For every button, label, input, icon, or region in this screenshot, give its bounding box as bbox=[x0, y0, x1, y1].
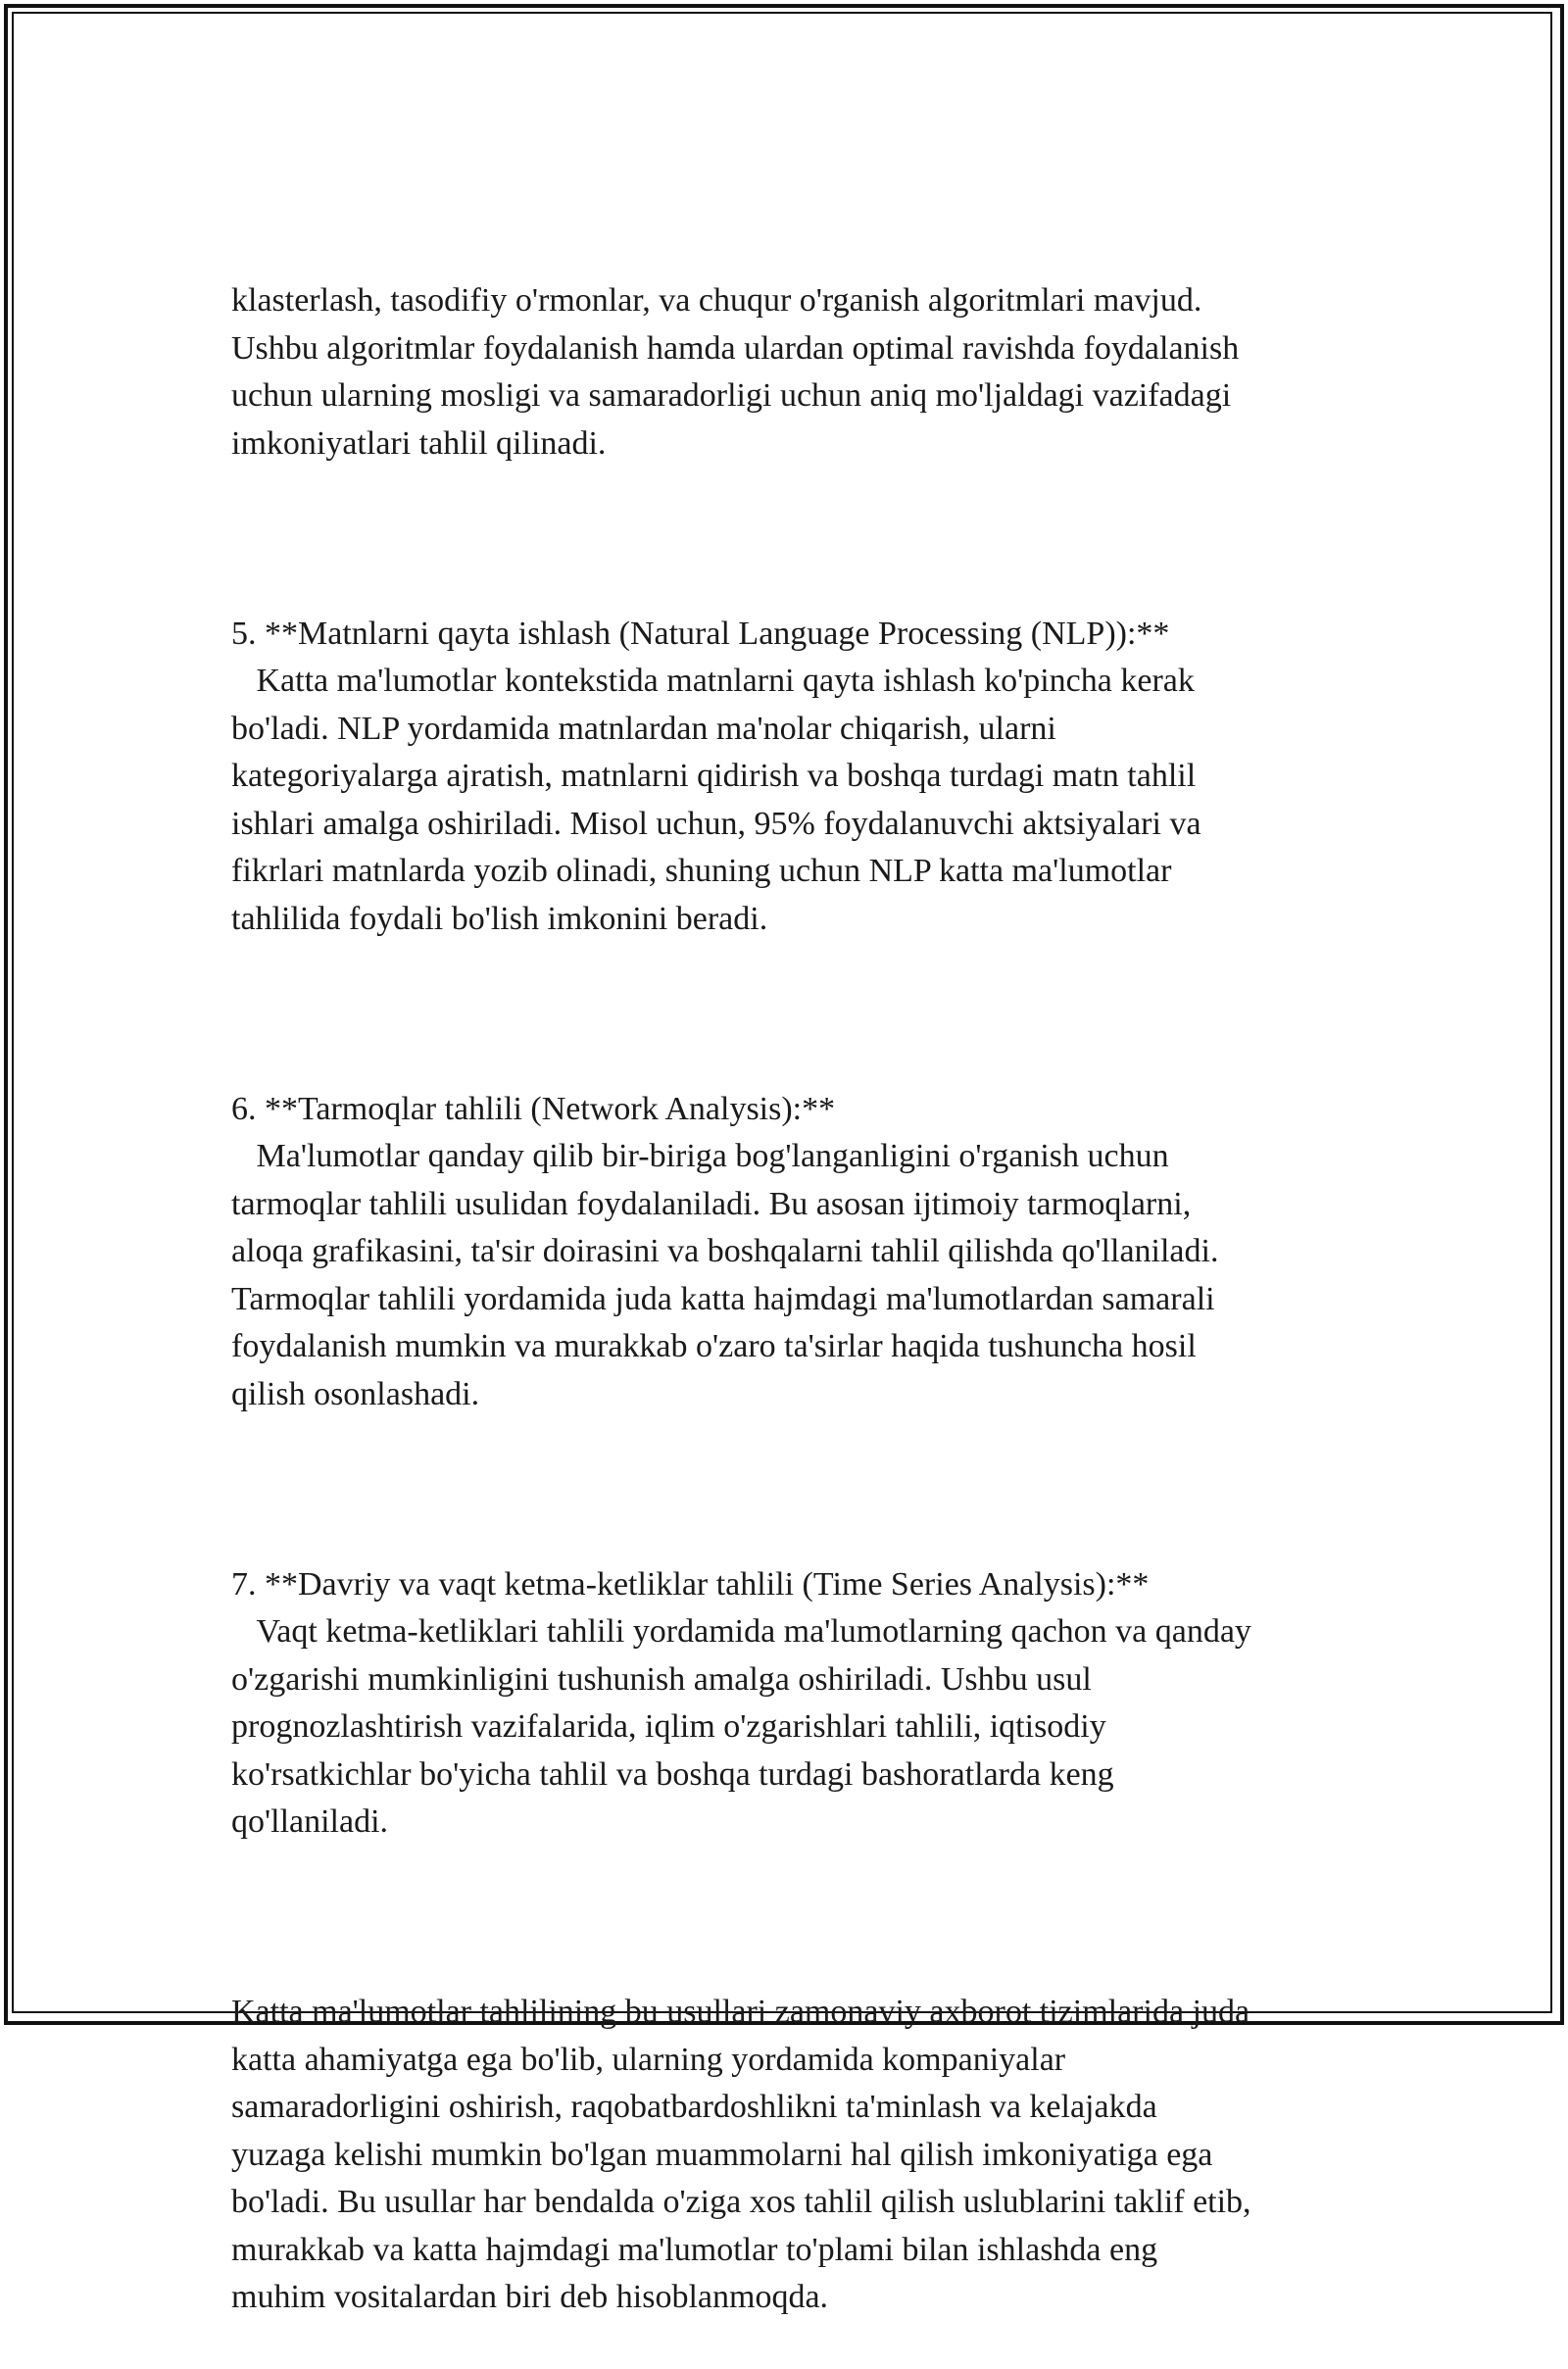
conclusion-paragraph: Katta ma'lumotlar tahlilining bu usullari zamonaviy axborot tizimlarida juda katta ahamiyatga ega bo'lib, ularning yordamida kompaniyalar samaradorligini oshirish, raqobatbardoshlikni ta'minlash va kelajakda yuzaga kelishi mumkin bo'lgan muammolarni hal qilish imkoniyatiga ega bo'ladi. Bu usullar har bendalda o'ziga xos tahlil qilish uslublarini taklif etib, murakkab va katta hajmdagi ma'lumotlar to'plami bilan ishlashda eng muhim vositalardan biri deb hisoblanmoqda. bbox=[231, 1994, 1251, 2315]
section-6-network-analysis: 6. **Tarmoqlar tahlili (Network Analysis):** Ma'lumotlar qanday qilib bir-biriga bog'langanligini o'rganish uchun tarmoqlar tahlili usulidan foydalaniladi. Bu asosan ijtimoiy tarmoqlarni, aloqa grafikasini, ta'sir doirasini va boshqalarni tahlil qilishda qo'llaniladi. Tarmoqlar tahlili yordamida juda katta hajmdagi ma'lumotlardan samarali foydalanish mumkin va murakkab o'zaro ta'sirlar haqida tushuncha hosil qilish osonlashadi. bbox=[231, 1090, 1219, 1412]
section-7-time-series: 7. **Davriy va vaqt ketma-ketliklar tahlili (Time Series Analysis):** Vaqt ketma-ketliklari tahlili yordamida ma'lumotlarning qachon va qanday o'zgarishi mumkinligini tushunish amalga oshiriladi. Ushbu usul prognozlashtirish vazifalarida, iqlim o'zgarishlari tahlili, iqtisodiy ko'rsatkichlar bo'yicha tahlil va boshqa turdagi bashoratlarda keng qo'llaniladi. bbox=[231, 1565, 1251, 1840]
intro-paragraph: klasterlash, tasodifiy o'rmonlar, va chuqur o'rganish algoritmlari mavjud. Ushbu algoritmlar foydalanish hamda ulardan optimal ravishda foydalanish uchun ularning mosligi va samaradorligi uchun aniq mo'ljaldagi vazifadagi imkoniyatlari tahlil qilinadi. bbox=[231, 282, 1240, 462]
document-body bbox=[231, 182, 1368, 2369]
section-5-nlp: 5. **Matnlarni qayta ishlash (Natural Language Processing (NLP)):** Katta ma'lumotlar kontekstida matnlarni qayta ishlash ko'pincha kerak bo'ladi. NLP yordamida matnlardan ma'nolar chiqarish, ularni kategoriyalarga ajratish, matnlarni qidirish va boshqa turdagi matn tahlil ishlari amalga oshiriladi. Misol uchun, 95% foydalanuvchi aktsiyalari va fikrlari matnlarda yozib olinadi, shuning uchun NLP katta ma'lumotlar tahlilida foydali bo'lish imkonini beradi. bbox=[231, 615, 1201, 937]
